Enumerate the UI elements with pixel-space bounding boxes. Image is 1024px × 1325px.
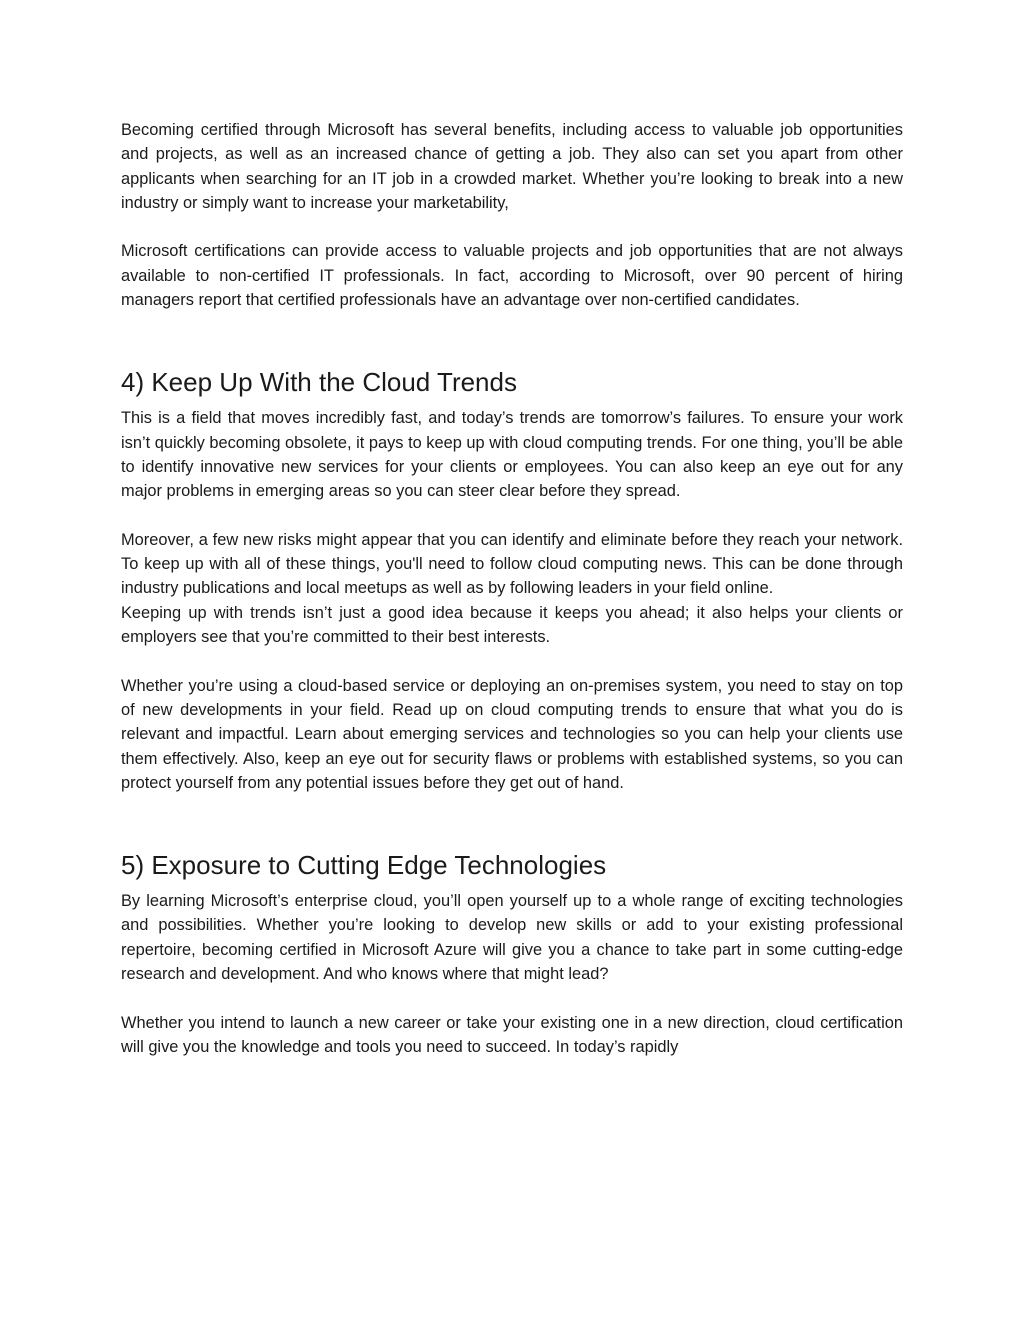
cloud-trends-paragraph-2: Moreover, a few new risks might appear that you can identify and eliminate before they reach your network. To keep up with all of these things, you'll need to follow cloud computing news. This can be done through industry publications and local meetups as well as by following leaders in your field online. <box>121 530 903 598</box>
paragraph-gap <box>121 986 903 1010</box>
paragraph-gap <box>121 649 903 673</box>
cloud-trends-paragraph-4: Whether you’re using a cloud-based service or deploying an on-premises system, you need to stay on top of new developments in your field. Read up on cloud computing trends to ensure that what you do is relevant and impactful. Learn about emerging services and technologies so you can help your clients use them effectively. Also, keep an eye out for security flaws or problems with established systems, so you can protect yourself from any potential issues before they get out of hand. <box>121 676 903 792</box>
paragraph-gap <box>121 215 903 239</box>
intro-paragraph-access: Microsoft certifications can provide access to valuable projects and job opportunities that are not always available to non-certified IT professionals. In fact, according to Microsoft, over 90 percent of hiring managers report that certified professionals have an advantage over non-certified candidates. <box>121 242 903 310</box>
cloud-trends-paragraph-1: This is a field that moves incredibly fast, and today’s trends are tomorrow’s failures. To ensure your work isn’t quickly becoming obsolete, it pays to keep up with cloud computing trends. For one thing, you’ll be able to identify innovative new services for your clients or employees. You can also keep an eye out for any major problems in emerging areas so you can steer clear before they spread. <box>121 409 903 501</box>
intro-paragraph-benefits: Becoming certified through Microsoft has several benefits, including access to valuable job opportunities and projects, as well as an increased chance of getting a job. They also can set you apart from other applicants when searching for an IT job in a crowded market. Whether you’re looking to break into a new industry or simply want to increase your marketability, <box>121 121 903 212</box>
cloud-trends-paragraph-3: Keeping up with trends isn’t just a good idea because it keeps you ahead; it also helps your clients or employers see that you’re committed to their best interests. <box>121 603 903 647</box>
section-gap <box>121 312 903 364</box>
paragraph-gap <box>121 504 903 528</box>
document-page <box>121 118 903 1059</box>
section-gap <box>121 795 903 847</box>
cutting-edge-paragraph-1: By learning Microsoft’s enterprise cloud, you’ll open yourself up to a whole range of exciting technologies and possibilities. Whether you’re looking to develop new skills or add to your existing professional repertoire, becoming certified in Microsoft Azure will give you a chance to take part in some cutting-edge research and development. And who knows where that might lead? <box>121 892 903 984</box>
section-heading-cloud-trends: 4) Keep Up With the Cloud Trends <box>121 367 517 398</box>
cutting-edge-paragraph-2: Whether you intend to launch a new career or take your existing one in a new direction, cloud certification will give you the knowledge and tools you need to succeed. In today’s rapidly <box>121 1013 903 1056</box>
section-heading-cutting-edge: 5) Exposure to Cutting Edge Technologies <box>121 850 607 881</box>
